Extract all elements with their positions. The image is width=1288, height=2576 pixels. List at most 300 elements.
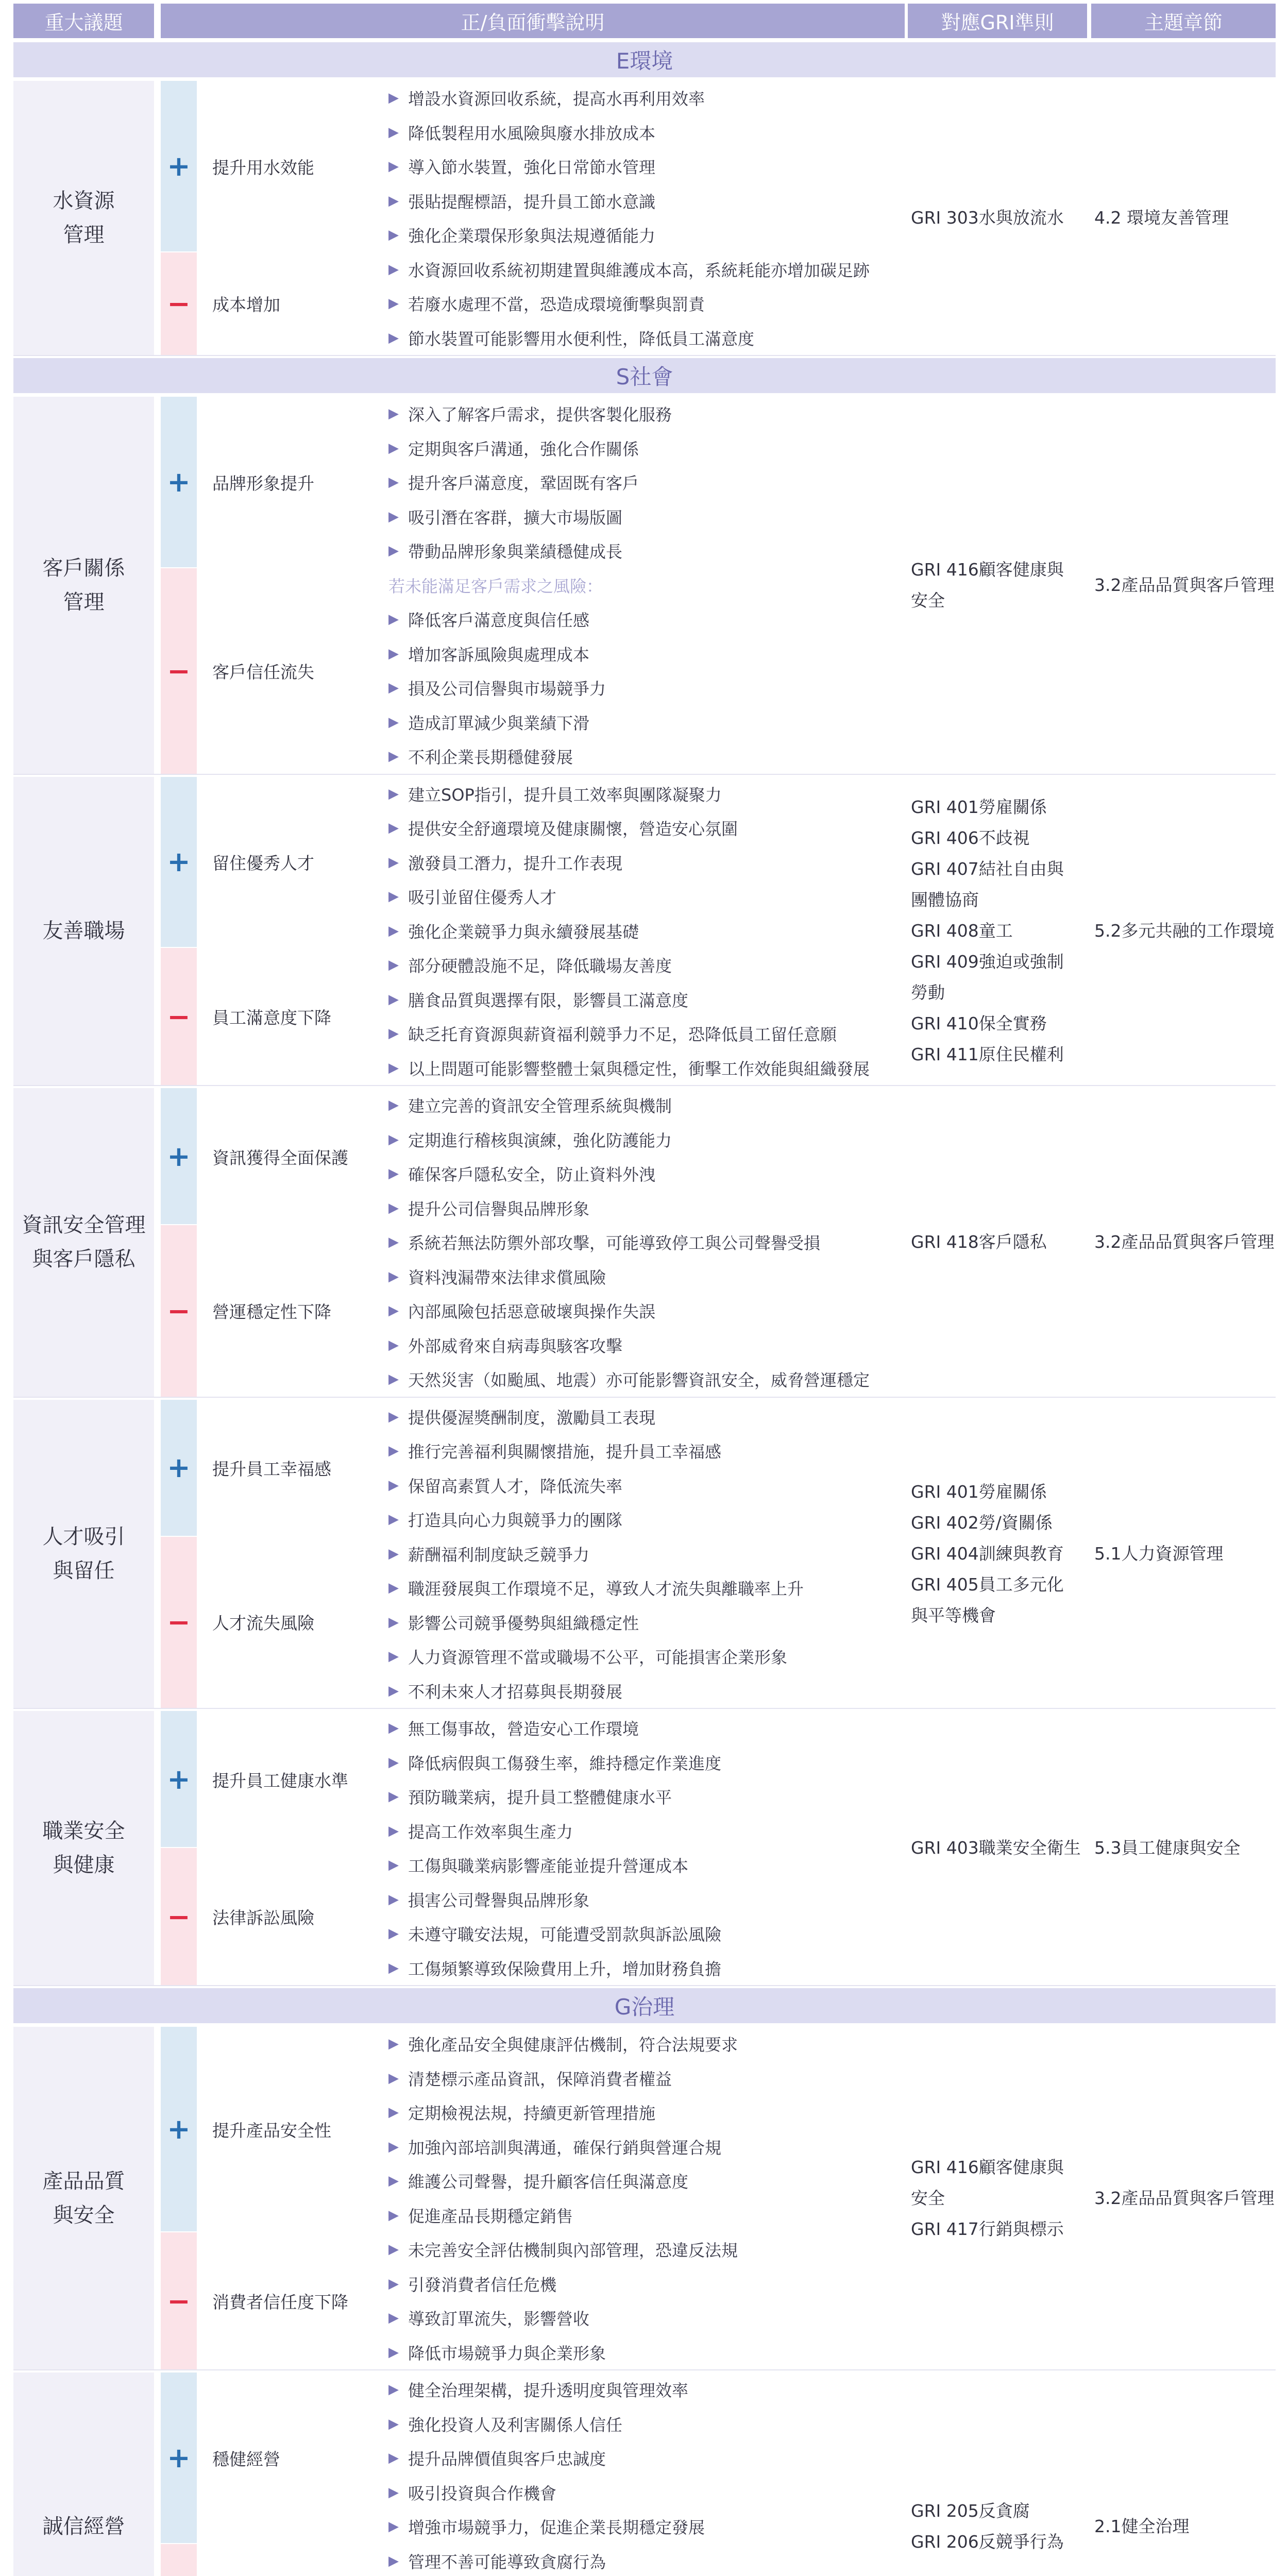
- triangle-bullet-icon: ▶: [388, 1857, 399, 1873]
- triangle-bullet-icon: ▶: [388, 991, 399, 1007]
- impact-item: [377, 1745, 905, 1780]
- topic-name-line: 管理: [63, 590, 105, 614]
- topic-name: [43, 914, 125, 948]
- triangle-bullet-icon: ▶: [388, 1303, 399, 1319]
- impact-item-text: 強化產品安全與健康評估機制，符合法規要求: [408, 2035, 738, 2055]
- impact-item-text: 促進產品長期穩定銷售: [408, 2206, 573, 2226]
- chapter-text: [1094, 202, 1229, 233]
- infosec-pos_items-list: [377, 1088, 905, 1225]
- water-pos_items-list: [377, 81, 905, 252]
- triangle-bullet-icon: ▶: [388, 1823, 399, 1839]
- gri-standards: [908, 2372, 1087, 2576]
- topic-name-line: 與安全: [53, 2203, 115, 2227]
- impact-item-text: 部分硬體設施不足，降低職場友善度: [408, 956, 672, 976]
- impact-item-text: 打造具向心力與競爭力的團隊: [408, 1511, 623, 1531]
- triangle-bullet-icon: ▶: [388, 680, 399, 696]
- positive-impact-label: 提升員工健康水準: [212, 1770, 348, 1791]
- triangle-bullet-icon: ▶: [388, 1409, 399, 1425]
- impact-item-text: 提升客戶滿意度，鞏固既有客戶: [408, 473, 639, 494]
- chapter-text: [1094, 1833, 1240, 1863]
- positive-impact-label: 穩健經營: [212, 2449, 280, 2469]
- positive-impact-label: 提升用水效能: [212, 157, 314, 178]
- triangle-bullet-icon: ▶: [388, 2450, 399, 2466]
- gri-list: [911, 1477, 1064, 1631]
- impact-item: [377, 2335, 905, 2370]
- water-neg_items-list: [377, 252, 905, 355]
- triangle-bullet-icon: ▶: [388, 1789, 399, 1805]
- impact-item: [377, 1328, 905, 1363]
- impact-item-text: 未遵守職安法規，可能遭受罰款與訴訟風險: [408, 1925, 722, 1945]
- row-divider: [13, 1397, 1276, 1398]
- triangle-bullet-icon: ▶: [388, 261, 399, 277]
- negative-impact-label: 成本增加: [212, 294, 280, 315]
- impact-item: [377, 637, 905, 671]
- triangle-bullet-icon: ▶: [388, 1926, 399, 1942]
- triangle-bullet-icon: ▶: [388, 923, 399, 939]
- positive-impact-label: 資訊獲得全面保護: [212, 1147, 348, 1168]
- triangle-bullet-icon: ▶: [388, 1720, 399, 1736]
- impact-item: [377, 1848, 905, 1883]
- chapter-ref: [1091, 1400, 1276, 1708]
- impact-item-text: 提升公司信譽與品牌形象: [408, 1199, 590, 1219]
- impact-item: [377, 2061, 905, 2096]
- gri-list: [911, 1833, 1081, 1863]
- impact-item-text: 缺乏托育資源與薪資福利競爭力不足，恐降低員工留任意願: [408, 1025, 837, 1045]
- minus-icon: [161, 2544, 197, 2576]
- impact-item: [377, 1502, 905, 1537]
- negative-impact-label: 消費者信任度下降: [212, 2292, 348, 2312]
- topic-talent: [13, 1400, 154, 1708]
- chapter-text: [1094, 1227, 1274, 1258]
- triangle-bullet-icon: ▶: [388, 612, 399, 628]
- minus-icon: −: [161, 2232, 197, 2369]
- topic-name-line: 職業安全: [42, 1819, 125, 1843]
- impact-item: [377, 1917, 905, 1951]
- negative-impact-label: 客戶信任流失: [212, 662, 314, 682]
- gri-list: [911, 554, 1064, 616]
- triangle-bullet-icon: ▶: [388, 2207, 399, 2223]
- triangle-bullet-icon: ▶: [388, 2242, 399, 2258]
- topic-name-line: 水資源: [53, 189, 115, 213]
- triangle-bullet-icon: ▶: [388, 474, 399, 490]
- chapter-line: 2.1健全治理: [1094, 2516, 1190, 2537]
- section-env: E環境: [13, 42, 1276, 77]
- triangle-bullet-icon: ▶: [388, 1234, 399, 1250]
- gri-line: GRI 411原住民權利: [911, 1044, 1064, 1064]
- triangle-bullet-icon: ▶: [388, 2310, 399, 2326]
- impact-item-text: 帶動品牌形象與業績穩健成長: [408, 542, 623, 562]
- impact-item-text: 降低製程用水風險與廢水排放成本: [408, 123, 656, 143]
- triangle-bullet-icon: ▶: [388, 330, 399, 346]
- topic-name: [43, 1520, 125, 1588]
- impact-item-text: 節水裝置可能影響用水便利性，降低員工滿意度: [408, 329, 755, 349]
- gri-standards: [908, 81, 1087, 355]
- impact-item: [377, 500, 905, 534]
- triangle-bullet-icon: ▶: [388, 1026, 399, 1042]
- impact-item-text: 職涯發展與工作環境不足，導致人才流失與離職率上升: [408, 1579, 804, 1599]
- triangle-bullet-icon: ▶: [388, 2173, 399, 2189]
- gri-line: GRI 407結社自由與: [911, 858, 1064, 879]
- triangle-bullet-icon: ▶: [388, 193, 399, 209]
- positive-impact-label: 留住優秀人才: [212, 853, 314, 874]
- positive-impact-label: 品牌形象提升: [212, 473, 314, 494]
- impact-item: [377, 811, 905, 845]
- gri-list: [911, 2496, 1064, 2557]
- impact-item-text: 引發消費者信任危機: [408, 2275, 557, 2295]
- gri-list: [911, 202, 1064, 233]
- plus-icon: +: [161, 397, 197, 567]
- impact-item-text: 強化企業競爭力與永續發展基礎: [408, 922, 639, 942]
- impact-item: [377, 2407, 905, 2442]
- impact-item-text: 人力資源管理不當或職場不公平，可能損害企業形象: [408, 1648, 788, 1668]
- plus-icon: +: [161, 1711, 197, 1847]
- triangle-bullet-icon: ▶: [388, 90, 399, 106]
- chapter-ref: [1091, 397, 1276, 774]
- triangle-bullet-icon: ▶: [388, 749, 399, 765]
- triangle-bullet-icon: ▶: [388, 124, 399, 140]
- minus-icon: −: [161, 568, 197, 774]
- chapter-line: 3.2產品品質與客戶管理: [1094, 1232, 1275, 1252]
- impact-item-text: 資料洩漏帶來法律求償風險: [408, 1267, 606, 1287]
- impact-item-text: 確保客戶隱私安全，防止資料外洩: [408, 1165, 656, 1185]
- topic-safety: [13, 1711, 154, 1985]
- triangle-bullet-icon: ▶: [388, 1060, 399, 1076]
- gri-standards: [908, 1400, 1087, 1708]
- impact-item-text: 提供優渥獎酬制度，激勵員工表現: [408, 1408, 656, 1428]
- negative-impact-label: 人才流失風險: [212, 1613, 314, 1634]
- impact-note-text: 若未能滿足客戶需求之風險：: [388, 576, 603, 596]
- impact-item: [377, 252, 905, 287]
- impact-item-text: 內部風險包括惡意破壞與操作失誤: [408, 1302, 656, 1322]
- triangle-bullet-icon: ▶: [388, 714, 399, 730]
- impact-item-text: 不利企業長期穩健發展: [408, 748, 573, 768]
- section-soc: S社會: [13, 358, 1276, 393]
- impact-item: [377, 2476, 905, 2510]
- triangle-bullet-icon: ▶: [388, 509, 399, 524]
- impact-item: [377, 1605, 905, 1640]
- triangle-bullet-icon: ▶: [388, 646, 399, 662]
- impact-item-text: 降低市場競爭力與企業形象: [408, 2343, 606, 2363]
- chapter-text: [1094, 2511, 1189, 2542]
- plus-icon: +: [161, 1400, 197, 1536]
- triangle-bullet-icon: ▶: [388, 543, 399, 559]
- chapter-text: [1094, 2183, 1274, 2214]
- impact-item-text: 水資源回收系統初期建置與維護成本高，系統耗能亦增加碳足跡: [408, 260, 870, 280]
- chapter-line: 3.2產品品質與客戶管理: [1094, 2188, 1275, 2208]
- impact-item: [377, 81, 905, 115]
- gri-line: GRI 401勞雇關係: [911, 796, 1047, 817]
- plus-icon: +: [161, 777, 197, 947]
- impact-item-text: 推行完善福利與關懷措施，提升員工幸福感: [408, 1442, 722, 1462]
- triangle-bullet-icon: ▶: [388, 2484, 399, 2500]
- topic-name-line: 客戶關係: [42, 556, 125, 580]
- impact-item: [377, 465, 905, 500]
- impact-item: [377, 397, 905, 431]
- impact-item: [377, 1051, 905, 1086]
- impact-item: [377, 149, 905, 184]
- impact-item: [377, 1711, 905, 1745]
- impact-item-text: 影響公司競爭優勢與組織穩定性: [408, 1613, 639, 1633]
- product-neg_items-list: [377, 2232, 905, 2369]
- impact-item-text: 清楚標示產品資訊，保障消費者權益: [408, 2069, 672, 2089]
- gri-line: GRI 401勞雇關係: [911, 1481, 1047, 1502]
- impact-item-text: 提升品牌價值與客戶忠誠度: [408, 2449, 606, 2469]
- impact-item: [377, 914, 905, 948]
- triangle-bullet-icon: ▶: [388, 1546, 399, 1562]
- triangle-bullet-icon: ▶: [388, 1131, 399, 1147]
- impact-item-text: 不利未來人才招募與長期發展: [408, 1682, 623, 1702]
- topic-name: [22, 1208, 146, 1276]
- impact-item-text: 保留高素質人才，降低流失率: [408, 1476, 623, 1496]
- positive-impact-label: 提升產品安全性: [212, 2121, 331, 2141]
- impact-item-text: 強化投資人及利害關係人信任: [408, 2415, 623, 2435]
- triangle-bullet-icon: ▶: [388, 1443, 399, 1459]
- topic-name: [43, 2510, 125, 2544]
- topic-customer: [13, 397, 154, 774]
- impact-item: [377, 1362, 905, 1397]
- gri-line: GRI 416顧客健康與: [911, 559, 1064, 580]
- gri-line: GRI 410保全實務: [911, 1013, 1047, 1033]
- plus-icon: +: [161, 2027, 197, 2231]
- impact-item-text: 提供安全舒適環境及健康關懷，營造安心氛圍: [408, 819, 738, 839]
- gri-line: 安全: [911, 2188, 945, 2208]
- impact-item-text: 提高工作效率與生產力: [408, 1822, 573, 1842]
- impact-item-text: 增強市場競爭力，促進企業長期穩定發展: [408, 2518, 705, 2538]
- triangle-bullet-icon: ▶: [388, 2382, 399, 2398]
- impact-item: [377, 2301, 905, 2335]
- triangle-bullet-icon: ▶: [388, 1649, 399, 1665]
- chapter-text: [1094, 916, 1274, 946]
- impact-item: [377, 1294, 905, 1328]
- impact-item: [377, 1814, 905, 1849]
- impact-item-text: 吸引並留住優秀人才: [408, 888, 557, 908]
- triangle-bullet-icon: ▶: [388, 1512, 399, 1528]
- topic-name: [53, 184, 115, 252]
- header-topic: 重大議題: [13, 4, 154, 38]
- impact-item: [377, 321, 905, 355]
- negative-impact-label: 法律訴訟風險: [212, 1907, 314, 1928]
- impact-item: [377, 2232, 905, 2267]
- chapter-ref: [1091, 2027, 1276, 2369]
- triangle-bullet-icon: ▶: [388, 2553, 399, 2569]
- impact-item: [377, 1883, 905, 1917]
- negative-impact-label: 營運穩定性下降: [212, 1301, 331, 1322]
- impact-item: [377, 1468, 905, 1503]
- impact-item-text: 增加客訴風險與處理成本: [408, 645, 590, 665]
- gri-standards: [908, 2027, 1087, 2369]
- gri-line: GRI 406不歧視: [911, 827, 1030, 848]
- impact-item: [377, 1639, 905, 1674]
- impact-item: [377, 1088, 905, 1123]
- impact-item: [377, 431, 905, 466]
- gri-line: GRI 402勞/資關係: [911, 1512, 1053, 1533]
- chapter-ref: [1091, 81, 1276, 355]
- triangle-bullet-icon: ▶: [388, 1371, 399, 1387]
- impact-item-text: 造成訂單減少與業績下滑: [408, 713, 590, 733]
- integrity-neg_items-list: [377, 2544, 905, 2576]
- gri-list: [911, 792, 1064, 1070]
- triangle-bullet-icon: ▶: [388, 440, 399, 456]
- topic-name-line: 資訊安全管理: [22, 1213, 146, 1238]
- impact-item: [377, 777, 905, 811]
- gri-standards: [908, 777, 1087, 1086]
- positive-impact-label: 提升員工幸福感: [212, 1459, 331, 1479]
- impact-item-text: 建立SOP指引，提升員工效率與團隊凝聚力: [408, 785, 722, 805]
- section-gov: G治理: [13, 1988, 1276, 2023]
- row-divider: [13, 1085, 1276, 1086]
- impact-item-text: 工傷頻繁導致保險費用上升，增加財務負擔: [408, 1959, 722, 1979]
- chapter-line: 5.3員工健康與安全: [1094, 1838, 1241, 1858]
- impact-item: [377, 1537, 905, 1571]
- impact-item-text: 天然災害（如颱風、地震）亦可能影響資訊安全，威脅營運穩定: [408, 1370, 870, 1391]
- chapter-text: [1094, 1538, 1223, 1569]
- row-divider: [13, 355, 1276, 356]
- customer-pos_items-list: [377, 397, 905, 568]
- gri-line: GRI 303水與放流水: [911, 208, 1064, 228]
- impact-item: [377, 1157, 905, 1191]
- impact-item-text: 激發員工潛力，提升工作表現: [408, 853, 623, 873]
- gri-line: GRI 418客戶隱私: [911, 1232, 1047, 1252]
- header-impact: 正/負面衝擊說明: [161, 4, 905, 38]
- triangle-bullet-icon: ▶: [388, 2036, 399, 2052]
- triangle-bullet-icon: ▶: [388, 786, 399, 802]
- impact-item: [377, 2267, 905, 2301]
- workplace-pos_items-list: [377, 777, 905, 948]
- impact-item-text: 系統若無法防禦外部攻擊，可能導致停工與公司聲譽受損: [408, 1233, 821, 1253]
- chapter-line: 4.2 環境友善管理: [1094, 208, 1229, 228]
- triangle-bullet-icon: ▶: [388, 296, 399, 312]
- impact-item-text: 增設水資源回收系統，提高水再利用效率: [408, 89, 705, 109]
- minus-icon: −: [161, 252, 197, 355]
- impact-item-text: 外部威脅來自病毒與駭客攻擊: [408, 1336, 623, 1356]
- impact-item: [377, 982, 905, 1017]
- impact-item: [377, 2544, 905, 2576]
- impact-item: [377, 534, 905, 568]
- triangle-bullet-icon: ▶: [388, 1268, 399, 1284]
- gri-list: [911, 1227, 1047, 1258]
- triangle-bullet-icon: ▶: [388, 2139, 399, 2155]
- triangle-bullet-icon: ▶: [388, 227, 399, 243]
- impact-item: [377, 2372, 905, 2407]
- negative-impact-label: 員工滿意度下降: [212, 1007, 331, 1028]
- gri-line: GRI 408童工: [911, 920, 1013, 941]
- impact-item: [377, 671, 905, 705]
- chapter-ref: [1091, 2372, 1276, 2576]
- impact-item: [377, 2027, 905, 2061]
- impact-item-text: 損及公司信譽與市場競爭力: [408, 679, 606, 699]
- impact-item: [377, 115, 905, 150]
- impact-item: [377, 2510, 905, 2544]
- impact-item-text: 導入節水裝置，強化日常節水管理: [408, 158, 656, 178]
- triangle-bullet-icon: ▶: [388, 1683, 399, 1699]
- impact-item-text: 深入了解客戶需求，提供客製化服務: [408, 405, 672, 425]
- header-chapter: 主題章節: [1091, 4, 1276, 38]
- integrity-pos_items-list: [377, 2372, 905, 2544]
- topic-name: [43, 2164, 125, 2232]
- triangle-bullet-icon: ▶: [388, 820, 399, 836]
- topic-name-line: 與留任: [53, 1558, 115, 1583]
- safety-pos_items-list: [377, 1711, 905, 1848]
- impact-item: [377, 739, 905, 774]
- gri-line: GRI 403職業安全衛生: [911, 1838, 1081, 1858]
- impact-item-text: 加強內部培訓與溝通，確保行銷與營運合規: [408, 2138, 722, 2158]
- gri-line: 團體協商: [911, 889, 979, 910]
- impact-item: [377, 1951, 905, 1986]
- topic-name-line: 與健康: [53, 1853, 115, 1877]
- row-divider: [13, 774, 1276, 775]
- impact-item-text: 無工傷事故，營造安心工作環境: [408, 1719, 639, 1739]
- triangle-bullet-icon: ▶: [388, 2344, 399, 2360]
- gri-line: 勞動: [911, 982, 945, 1003]
- product-pos_items-list: [377, 2027, 905, 2232]
- gri-line: GRI 405員工多元化: [911, 1574, 1064, 1595]
- triangle-bullet-icon: ▶: [388, 2070, 399, 2086]
- gri-standards: [908, 1711, 1087, 1985]
- infosec-neg_items-list: [377, 1225, 905, 1397]
- safety-neg_items-list: [377, 1848, 905, 1985]
- impact-item-text: 吸引投資與合作機會: [408, 2483, 557, 2503]
- customer-neg_items-list: [377, 568, 905, 774]
- impact-note: [377, 568, 905, 603]
- topic-water: [13, 81, 154, 355]
- impact-item-text: 強化企業環保形象與法規遵循能力: [408, 226, 656, 246]
- impact-item-text: 若廢水處理不當，恐造成環境衝擊與罰責: [408, 295, 705, 315]
- chapter-line: 5.1人力資源管理: [1094, 1543, 1224, 1564]
- triangle-bullet-icon: ▶: [388, 889, 399, 905]
- talent-neg_items-list: [377, 1537, 905, 1708]
- topic-name-line: 友善職場: [42, 919, 125, 943]
- impact-item: [377, 2095, 905, 2130]
- topic-name-line: 與客戶隱私: [32, 1247, 135, 1272]
- chapter-line: 3.2產品品質與客戶管理: [1094, 574, 1275, 595]
- impact-item-text: 定期進行稽核與演練，強化防護能力: [408, 1130, 672, 1150]
- gri-list: [911, 2152, 1064, 2245]
- impact-item: [377, 286, 905, 321]
- minus-icon: −: [161, 948, 197, 1085]
- talent-pos_items-list: [377, 1400, 905, 1537]
- plus-icon: +: [161, 81, 197, 251]
- topic-integrity: [13, 2372, 154, 2576]
- minus-icon: −: [161, 1225, 197, 1397]
- topic-name: [43, 551, 125, 619]
- gri-line: GRI 205反貪腐: [911, 2501, 1030, 2521]
- impact-item-text: 定期與客戶溝通，強化合作關係: [408, 439, 639, 459]
- impact-item: [377, 1780, 905, 1814]
- impact-item-text: 吸引潛在客群，擴大市場版圖: [408, 507, 623, 528]
- topic-name: [43, 1814, 125, 1882]
- impact-item-text: 損害公司聲譽與品牌形象: [408, 1890, 590, 1910]
- topic-name-line: 管理: [63, 223, 105, 247]
- minus-icon: −: [161, 1537, 197, 1708]
- impact-item-text: 導致訂單流失，影響營收: [408, 2309, 590, 2329]
- impact-item: [377, 1016, 905, 1051]
- impact-item: [377, 879, 905, 914]
- topic-name-line: 產品品質: [42, 2169, 125, 2193]
- impact-item: [377, 2441, 905, 2476]
- triangle-bullet-icon: ▶: [388, 1580, 399, 1596]
- triangle-bullet-icon: ▶: [388, 2519, 399, 2535]
- impact-item: [377, 1260, 905, 1294]
- impact-item: [377, 845, 905, 880]
- impact-item: [377, 1191, 905, 1226]
- triangle-bullet-icon: ▶: [388, 854, 399, 870]
- triangle-bullet-icon: ▶: [388, 957, 399, 973]
- impact-item-text: 定期檢視法規，持續更新管理措施: [408, 2104, 656, 2124]
- impact-item: [377, 1434, 905, 1468]
- row-divider: [13, 1985, 1276, 1986]
- impact-item: [377, 602, 905, 637]
- impact-item-text: 預防職業病，提升員工整體健康水平: [408, 1788, 672, 1808]
